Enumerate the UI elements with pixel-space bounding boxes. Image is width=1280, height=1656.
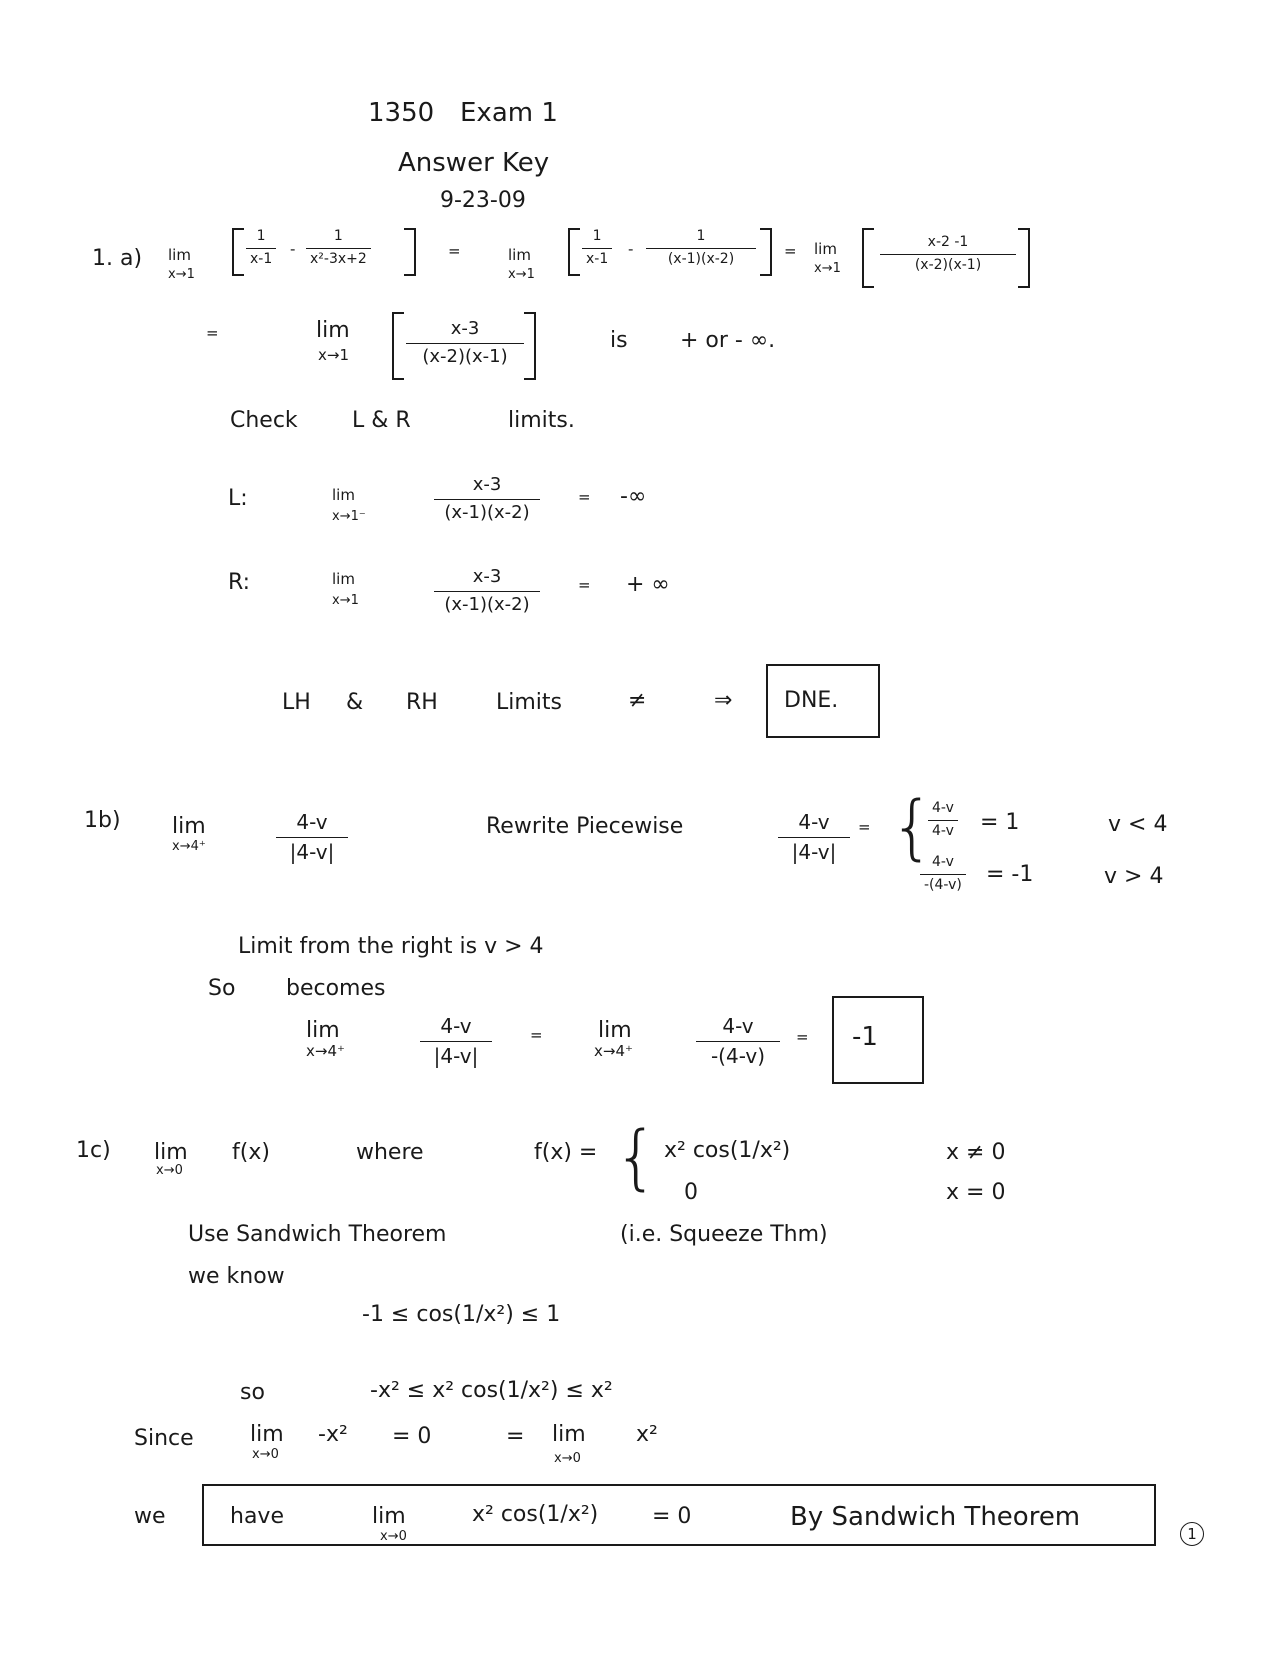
equals-sign: =	[578, 576, 591, 594]
inequality-1: -1 ≤ cos(1/x²) ≤ 1	[362, 1302, 561, 1327]
lim-subscript: x→1	[332, 593, 359, 608]
fraction: $\frac{x-2 -1}{(x-2)(x-1)}$	[880, 234, 1016, 274]
fx-text: f(x)	[232, 1140, 270, 1165]
minus-sign: -	[628, 240, 634, 258]
equals-sign: =	[578, 488, 591, 506]
rh-text: RH	[406, 690, 438, 715]
so-text: so	[240, 1380, 265, 1405]
fraction: $\frac{4-v}{|4-v|}$	[420, 1014, 492, 1069]
infinity-text: + or - ∞.	[680, 328, 776, 353]
lim-subscript: x→4⁺	[306, 1042, 345, 1060]
becomes-text: becomes	[286, 976, 386, 1001]
lim-text: lim	[154, 1140, 188, 1165]
lim-text: lim	[168, 246, 191, 264]
lim-subscript: x→0	[554, 1451, 581, 1466]
lim-subscript: x→4⁺	[594, 1042, 633, 1060]
lim-subscript: x→4⁺	[172, 839, 206, 854]
case1-expression: x² cos(1/x²)	[664, 1138, 791, 1163]
answer-minus-one: -1	[852, 1022, 878, 1052]
problem-1b-label: 1b)	[84, 808, 121, 833]
is-text: is	[610, 328, 628, 353]
bracket-left	[392, 312, 404, 380]
check-text: Check	[230, 408, 298, 433]
lr-text: L & R	[352, 408, 411, 433]
equals-sign: =	[448, 242, 461, 260]
we-know-text: we know	[188, 1264, 285, 1289]
case2-condition: v > 4	[1104, 864, 1164, 889]
exam-title: Exam 1	[460, 98, 558, 128]
limit-right-text: Limit from the right is v > 4	[238, 934, 544, 959]
case1-condition: v < 4	[1108, 812, 1168, 837]
subtitle: Answer Key	[398, 148, 550, 178]
lim-subscript: x→1⁻	[332, 509, 366, 524]
fraction: $\frac{x-3}{(x-2)(x-1)}$	[406, 318, 524, 368]
lim-text: lim	[552, 1422, 586, 1447]
lim-text: lim	[598, 1018, 632, 1043]
course-number: 1350	[368, 98, 435, 128]
lim-text: lim	[306, 1018, 340, 1043]
fraction: $\frac{4-v}{4-v}$	[928, 800, 958, 840]
equals-sign: =	[506, 1424, 525, 1449]
lim-text: lim	[372, 1504, 406, 1529]
piecewise-brace: {	[614, 1116, 659, 1198]
date: 9-23-09	[440, 188, 526, 213]
lim-text: lim	[250, 1422, 284, 1447]
fraction: $\frac{1}{(x-1)(x-2)}$	[646, 228, 756, 268]
implies-arrow: ⇒	[714, 688, 733, 713]
fraction: $\frac{4-v}{-(4-v)}$	[696, 1014, 780, 1069]
bracket-right	[1018, 228, 1030, 288]
use-theorem-text: Use Sandwich Theorem	[188, 1222, 447, 1247]
lh-text: LH	[282, 690, 311, 715]
fraction: $\frac{1}{x-1}$	[582, 228, 612, 268]
equals-sign: =	[858, 818, 871, 836]
case1-value: = 1	[980, 810, 1020, 835]
fraction: $\frac{1}{\text{x²-3x+2}}$	[306, 228, 371, 268]
fraction: $\frac{1}{x-1}$	[246, 228, 276, 268]
fraction: $\frac{4-v}{-(4-v)}$	[920, 854, 966, 894]
final-value: = 0	[652, 1504, 692, 1529]
answer-dne: DNE.	[784, 688, 839, 713]
lim-text: lim	[508, 246, 531, 264]
lim-text: lim	[332, 486, 355, 504]
minus-sign: -	[290, 240, 296, 258]
so-text: So	[208, 976, 236, 1001]
equals-sign: =	[796, 1028, 809, 1046]
problem-1a-label: 1. a)	[92, 246, 143, 271]
fraction: $\frac{4-v}{|4-v|}$	[276, 810, 348, 865]
have-text: have	[230, 1504, 284, 1529]
bracket-left	[232, 228, 244, 276]
final-expression: x² cos(1/x²)	[472, 1502, 599, 1527]
bracket-right	[404, 228, 416, 276]
where-text: where	[356, 1140, 424, 1165]
limits-text: Limits	[496, 690, 562, 715]
left-limit-value: -∞	[620, 484, 647, 509]
fraction: $\frac{4-v}{|4-v|}$	[778, 810, 850, 865]
since-expression-2: x²	[636, 1422, 658, 1447]
left-limit-label: L:	[228, 486, 248, 511]
bracket-left	[568, 228, 580, 276]
answer-box	[832, 996, 924, 1084]
case2-condition: x = 0	[946, 1180, 1006, 1205]
lim-subscript: x→1	[814, 261, 841, 276]
fraction: $\frac{x-3}{(x-1)(x-2)}$	[434, 474, 540, 524]
lim-text: lim	[332, 570, 355, 588]
since-equals-zero: = 0	[392, 1424, 432, 1449]
rewrite-text: Rewrite Piecewise	[486, 814, 684, 839]
piecewise-brace: {	[890, 786, 935, 868]
bracket-left	[862, 228, 874, 288]
lim-subscript: x→0	[380, 1529, 407, 1544]
right-limit-label: R:	[228, 570, 251, 595]
case1-condition: x ≠ 0	[946, 1140, 1006, 1165]
case2-value: = -1	[986, 862, 1034, 887]
lim-subscript: x→0	[252, 1447, 279, 1462]
fraction: $\frac{x-3}{(x-1)(x-2)}$	[434, 566, 540, 616]
problem-1c-label: 1c)	[76, 1138, 111, 1163]
equals-sign: =	[206, 324, 219, 342]
lim-text: lim	[172, 814, 206, 839]
ie-text: (i.e. Squeeze Thm)	[620, 1222, 828, 1247]
equals-sign: =	[530, 1026, 543, 1044]
lim-subscript: x→0	[156, 1163, 183, 1178]
not-equal-sign: ≠	[628, 688, 647, 713]
right-limit-value: + ∞	[626, 572, 670, 597]
lim-text: lim	[814, 240, 837, 258]
since-expression-1: -x²	[318, 1422, 348, 1447]
bracket-right	[760, 228, 772, 276]
limits-text: limits.	[508, 408, 575, 433]
lim-subscript: x→1	[168, 267, 195, 282]
lim-subscript: x→1	[508, 267, 535, 282]
since-text: Since	[134, 1426, 194, 1451]
case2-expression: 0	[684, 1180, 698, 1205]
page-number: 1	[1180, 1522, 1204, 1546]
inequality-2: -x² ≤ x² cos(1/x²) ≤ x²	[370, 1378, 613, 1403]
bracket-right	[524, 312, 536, 380]
fx-definition: f(x) =	[534, 1140, 598, 1165]
amp-text: &	[346, 690, 364, 715]
equals-sign: =	[784, 242, 797, 260]
lim-subscript: x→1	[318, 346, 349, 364]
by-sandwich-text: By Sandwich Theorem	[790, 1502, 1081, 1532]
we-text: we	[134, 1504, 166, 1529]
lim-text: lim	[316, 318, 350, 343]
